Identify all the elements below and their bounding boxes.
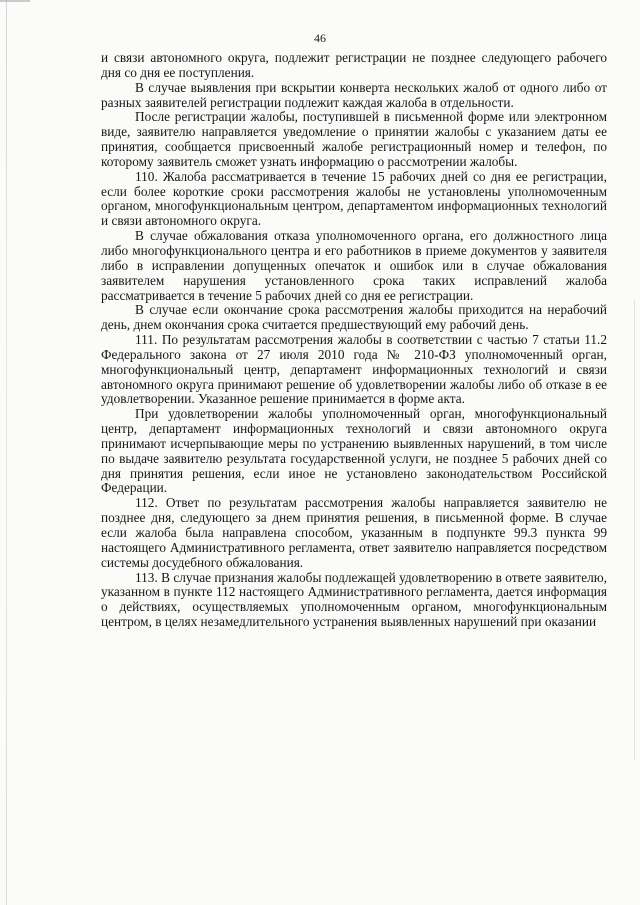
- document-body: [101, 51, 607, 630]
- paragraph: 112. Ответ по результатам рассмотрения жалобы направляется заявителю не позднее дня, следующего за днем принятия решения, в письменной форме. В случае если жалоба была направлена способом, указанным в подпункте 99.3 пункта 99 настоящего Административного регламента, ответ заявителю направляется посредством системы досудебного обжалования.: [101, 495, 607, 570]
- paragraph: 111. По результатам рассмотрения жалобы в соответствии с частью 7 статьи 11.2 Федерального закона от 27 июля 2010 года № 210-ФЗ уполномоченный орган, многофункциональный центр, департамент информационных технологий и связи автономного округа принимают решение об удовлетворении жалобы либо об отказе в ее удовлетворении. Указанное решение принимается в форме акта.: [101, 332, 607, 407]
- paragraph: 110. Жалоба рассматривается в течение 15 рабочих дней со дня ее регистрации, если более короткие сроки рассмотрения жалобы не установлены уполномоченным органом, многофункциональным центром, департаментом информационных технологий и связи автономного округа.: [101, 168, 607, 229]
- paragraph: При удовлетворении жалобы уполномоченный орган, многофункциональный центр, департамент информационных технологий и связи автономного округа принимают исчерпывающие меры по устранению выявленных нарушений, в том числе по выдаче заявителю результата государственной услуги, не позднее 5 рабочих дней со дня принятия решения, если иное не установлено законодательством Российской Федерации.: [101, 406, 607, 496]
- scan-edge-shadow: [634, 300, 635, 760]
- paragraph: 113. В случае признания жалобы подлежащей удовлетворению в ответе заявителю, указанном в пункте 112 настоящего Административного регламента, дается информация о действиях, осуществляемых уполномоченным органом, многофункциональным центром, в целях незамедлительного устранения выявленных нарушений при оказании: [101, 569, 607, 630]
- paragraph: В случае выявления при вскрытии конверта нескольких жалоб от одного либо от разных заявителей регистрации подлежит каждая жалоба в отдельности.: [101, 79, 607, 110]
- scan-artifact: [0, 0, 30, 2]
- paragraph: После регистрации жалобы, поступившей в письменной форме или электронном виде, заявителю направляется уведомление о принятии жалобы с указанием даты ее принятия, сообщается присвоенный жалобе регистрационный номер и телефон, по которому заявитель сможет узнать информацию о рассмотрении жалобы.: [101, 109, 607, 169]
- page-number: 46: [314, 31, 326, 45]
- paragraph: и связи автономного округа, подлежит регистрации не позднее следующего рабочего дня со дня ее поступления.: [101, 50, 607, 80]
- scan-edge-shadow: [6, 0, 7, 905]
- paragraph: В случае если окончание срока рассмотрения жалобы приходится на нерабочий день, днем окончания срока считается предшествующий ему рабочий день.: [101, 302, 607, 333]
- paragraph: В случае обжалования отказа уполномоченного органа, его должностного лица либо многофункционального центра и его работников в приеме документов у заявителя либо в исправлении допущенных опечаток и ошибок или в случае обжалования заявителем нарушения установленного срока таких исправлений жалоба рассматривается в течение 5 рабочих дней со дня ее регистрации.: [101, 228, 607, 303]
